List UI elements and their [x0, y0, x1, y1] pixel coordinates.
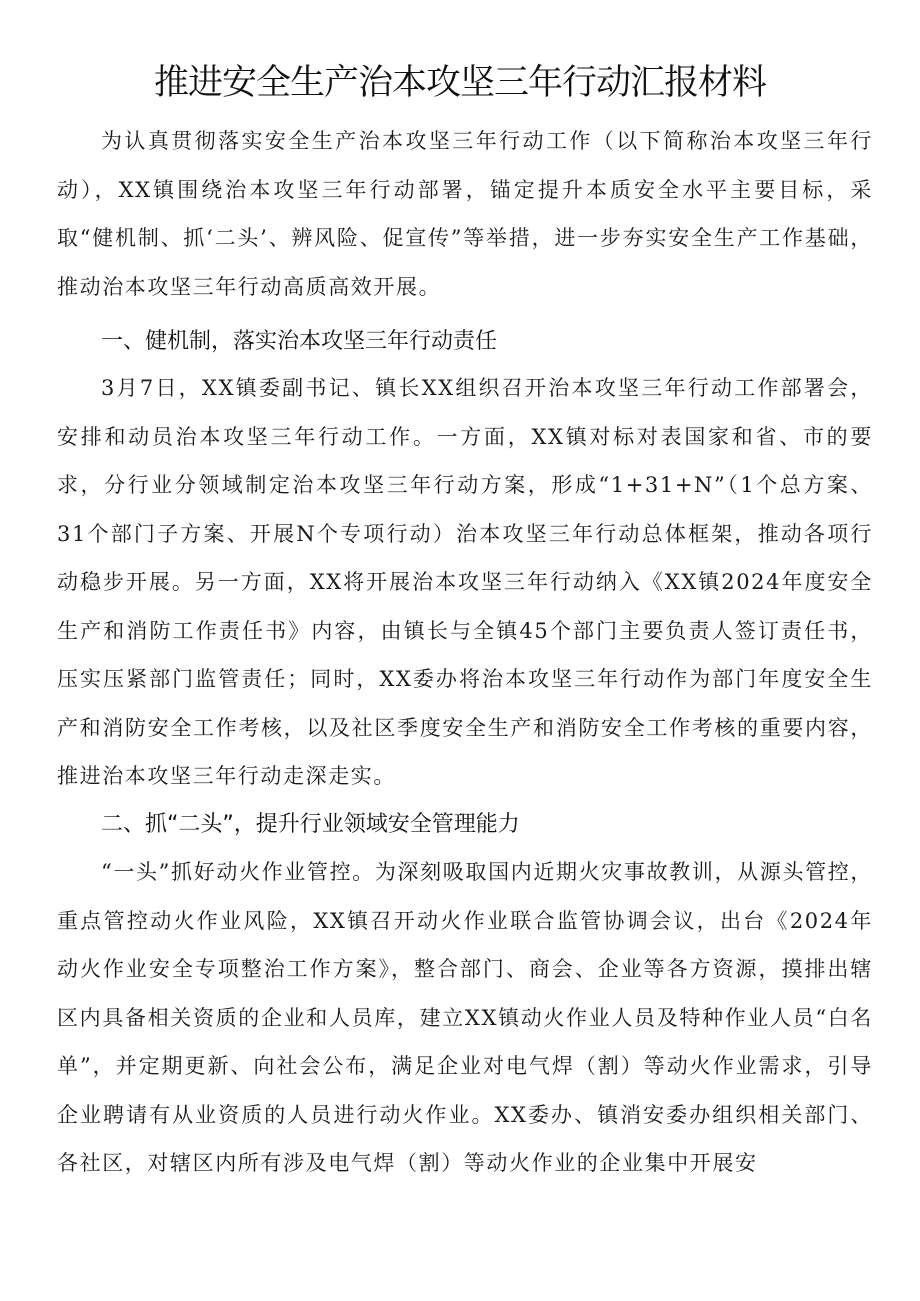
intro-paragraph: 为认真贯彻落实安全生产治本攻坚三年行动工作（以下简称治本攻坚三年行动），XX镇围绕治本攻坚三年行动部署，锚定提升本质安全水平主要目标，采取“健机制、抓‘二头’、辨风险、促宣传”等举措，进一步夯实安全生产工作基础，推动治本攻坚三年行动高质高效开展。 [57, 129, 873, 299]
section-2-paragraph: “一头”抓好动火作业管控。为深刻吸取国内近期火灾事故教训，从源头管控，重点管控动火作业风险，XX镇召开动火作业联合监管协调会议，出台《2024年动火作业安全专项整治工作方案》，整合部门、商会、企业等各方资源，摸排出辖区内具备相关资质的企业和人员库，建立XX镇动火作业人员及特种作业人员“白名单”，并定期更新、向社会公布，满足企业对电气焊（割）等动火作业需求，引导企业聘请有从业资质的人员进行动火作业。XX委办、镇消安委办组织相关部门、各社区，对辖区内所有涉及电气焊（割）等动火作业的企业集中开展安 [57, 860, 873, 1175]
document-title: 推进安全生产治本攻坚三年行动汇报材料 [153, 63, 766, 103]
section-heading-2: 二、抓“二头”，提升行业领域安全管理能力 [101, 812, 520, 837]
section-1-paragraph: 3月7日，XX镇委副书记、镇长XX组织召开治本攻坚三年行动工作部署会，安排和动员治本攻坚三年行动工作。一方面，XX镇对标对表国家和省、市的要求，分行业分领域制定治本攻坚三年行动方案，形成“1+31+N”（1个总方案、31个部门子方案、开展N个专项行动）治本攻坚三年行动总体框架，推动各项行动稳步开展。另一方面，XX将开展治本攻坚三年行动纳入《XX镇2024年度安全生产和消防工作责任书》内容，由镇长与全镇45个部门主要负责人签订责任书，压实压紧部门监管责任；同时，XX委办将治本攻坚三年行动作为部门年度安全生产和消防安全工作考核，以及社区季度安全生产和消防安全工作考核的重要内容，推进治本攻坚三年行动走深走实。 [57, 376, 873, 788]
section-heading-1: 一、健机制，落实治本攻坚三年行动责任 [101, 329, 498, 354]
